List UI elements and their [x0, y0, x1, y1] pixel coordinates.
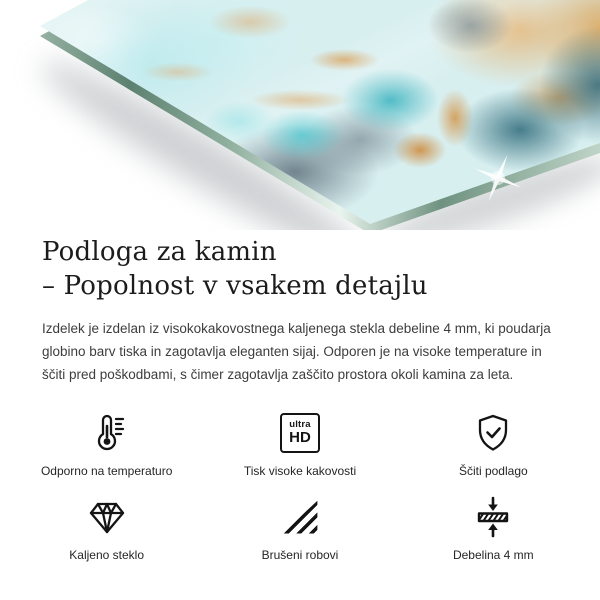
- feature-thickness-4mm: [397, 495, 590, 562]
- title-line-1: Podloga za kamin: [42, 237, 277, 267]
- product-description: Izdelek je izdelan iz visokokakovostnega kaljenega stekla debeline 4 mm, ki poudarja globino barv tiska in zagotavlja eleganten sijaj. Odporen je na visoke temperature in ščiti pred poškodbami, s čimer zagotavlja zaščito prostora okoli kamina za leta.: [42, 320, 551, 382]
- thickness-icon: [471, 495, 515, 539]
- feature-label: Ščiti podlago: [458, 463, 528, 478]
- feature-tempered-glass: [10, 495, 203, 562]
- ultra-hd-icon: [280, 411, 320, 455]
- feature-grid: [0, 411, 600, 562]
- feature-protects-surface: [397, 411, 590, 478]
- page-title: [42, 236, 558, 304]
- ultra-hd-icon-text-top: ultra: [289, 418, 311, 430]
- feature-high-quality-print: [203, 411, 396, 478]
- feature-temperature-resistant: [10, 411, 203, 478]
- product-text-block: [0, 230, 600, 386]
- title-line-2: – Popolnost v vsakem detajlu: [42, 270, 428, 301]
- product-hero-image: [0, 0, 600, 230]
- feature-polished-edges: [203, 495, 396, 562]
- feature-label: Tisk visoke kakovosti: [243, 463, 357, 478]
- diamond-icon: [85, 495, 129, 539]
- feature-label: Odporno na temperaturo: [40, 463, 173, 478]
- thermometer-icon: [85, 411, 129, 455]
- shield-check-icon: [471, 411, 515, 455]
- feature-label: Debelina 4 mm: [452, 547, 534, 562]
- feature-label: Brušeni robovi: [261, 547, 339, 562]
- polished-edges-icon: [281, 495, 318, 539]
- ultra-hd-icon-text-bottom: HD: [289, 429, 311, 447]
- feature-label: Kaljeno steklo: [69, 547, 145, 562]
